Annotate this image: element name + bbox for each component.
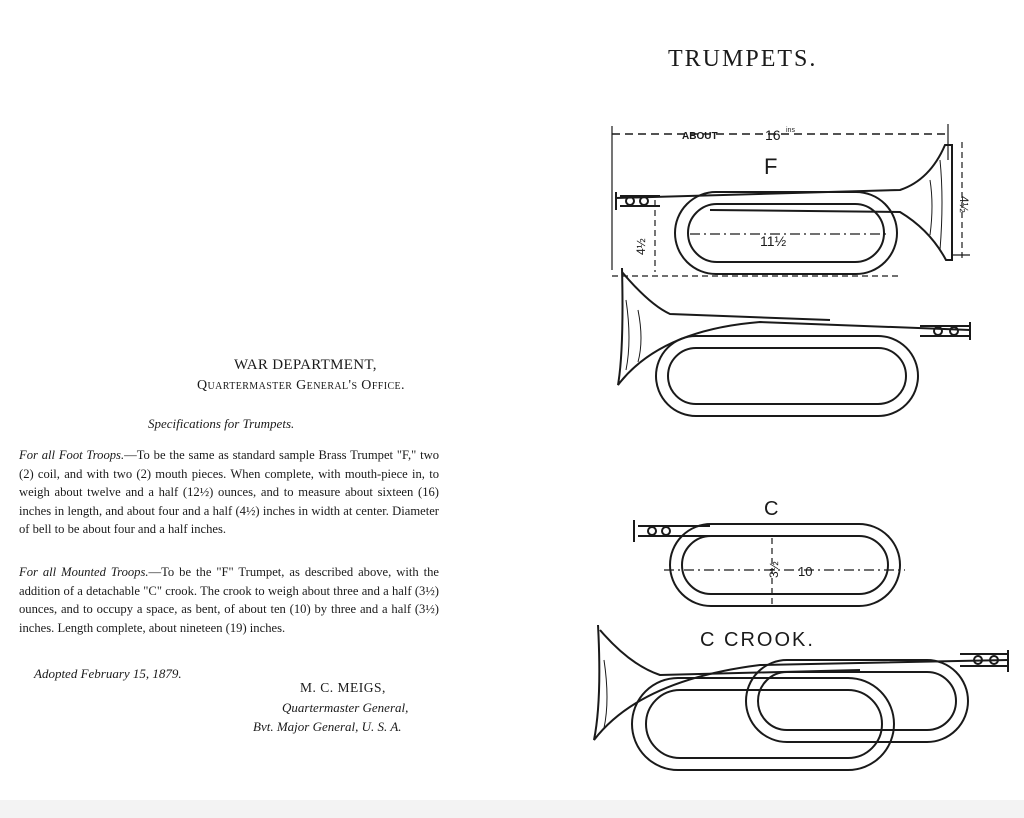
foot-troops-body: —To be the same as standard sample Brass Trumpet "F," two (2) coil, and with two (2) mouth pieces. When complete, with mouth-piece in, to weigh about twelve and a half (12½) ounces, and to measure about sixteen (16) inches in length, and about four and a half (4½) inches in width at center. Diameter of bell to be about four and a half inches. bbox=[19, 448, 439, 536]
foot-troops-lead: For all Foot Troops. bbox=[19, 448, 125, 462]
c-crook-label: C CROOK. bbox=[700, 629, 815, 651]
office-heading: Quartermaster General's Office. bbox=[197, 378, 405, 393]
department-heading: WAR DEPARTMENT, bbox=[234, 357, 377, 373]
trumpet-with-c-crook-drawing bbox=[594, 625, 1008, 770]
trumpet-illustration-plate bbox=[560, 100, 1024, 790]
c-crook-drawing bbox=[634, 498, 905, 606]
f-trumpet-drawing bbox=[612, 124, 971, 276]
signer-title: Quartermaster General, bbox=[282, 700, 409, 715]
mounted-troops-lead: For all Mounted Troops. bbox=[19, 565, 149, 579]
dim-ins-label: ins bbox=[786, 127, 795, 134]
foot-troops-paragraph bbox=[19, 446, 439, 539]
dim-bell-width: 4½ bbox=[957, 196, 971, 213]
dim-about-label: ABOUT bbox=[682, 131, 718, 142]
dim-c-height: 3½ bbox=[767, 561, 781, 578]
f-trumpet-side-drawing bbox=[618, 268, 970, 416]
mounted-troops-paragraph bbox=[19, 563, 439, 637]
specifications-title: Specifications for Trumpets. bbox=[148, 416, 295, 431]
dim-c-width: 10 bbox=[798, 564, 813, 579]
adoption-date: Adopted February 15, 1879. bbox=[34, 666, 182, 681]
dim-coil-width: 11½ bbox=[760, 233, 787, 249]
signer-name: M. C. MEIGS, bbox=[300, 680, 386, 695]
page-bottom-band bbox=[0, 800, 1024, 818]
c-label: C bbox=[764, 498, 779, 520]
signer-rank: Bvt. Major General, U. S. A. bbox=[253, 719, 402, 734]
dim-coil-height: 4½ bbox=[634, 238, 648, 255]
mounted-troops-body: —To be the "F" Trumpet, as described above, with the addition of a detachable "C" crook. The crook to weigh about three and a half (3½) ounces, and to occupy a space, as bent, of about ten (10) by three and a half (3½) inches. Length complete, about nineteen (19) inches. bbox=[19, 565, 439, 635]
f-label: F bbox=[764, 154, 778, 179]
dim-length-label: 16 bbox=[765, 127, 781, 143]
specification-text-column bbox=[0, 0, 520, 800]
plate-title: TRUMPETS. bbox=[668, 46, 818, 72]
